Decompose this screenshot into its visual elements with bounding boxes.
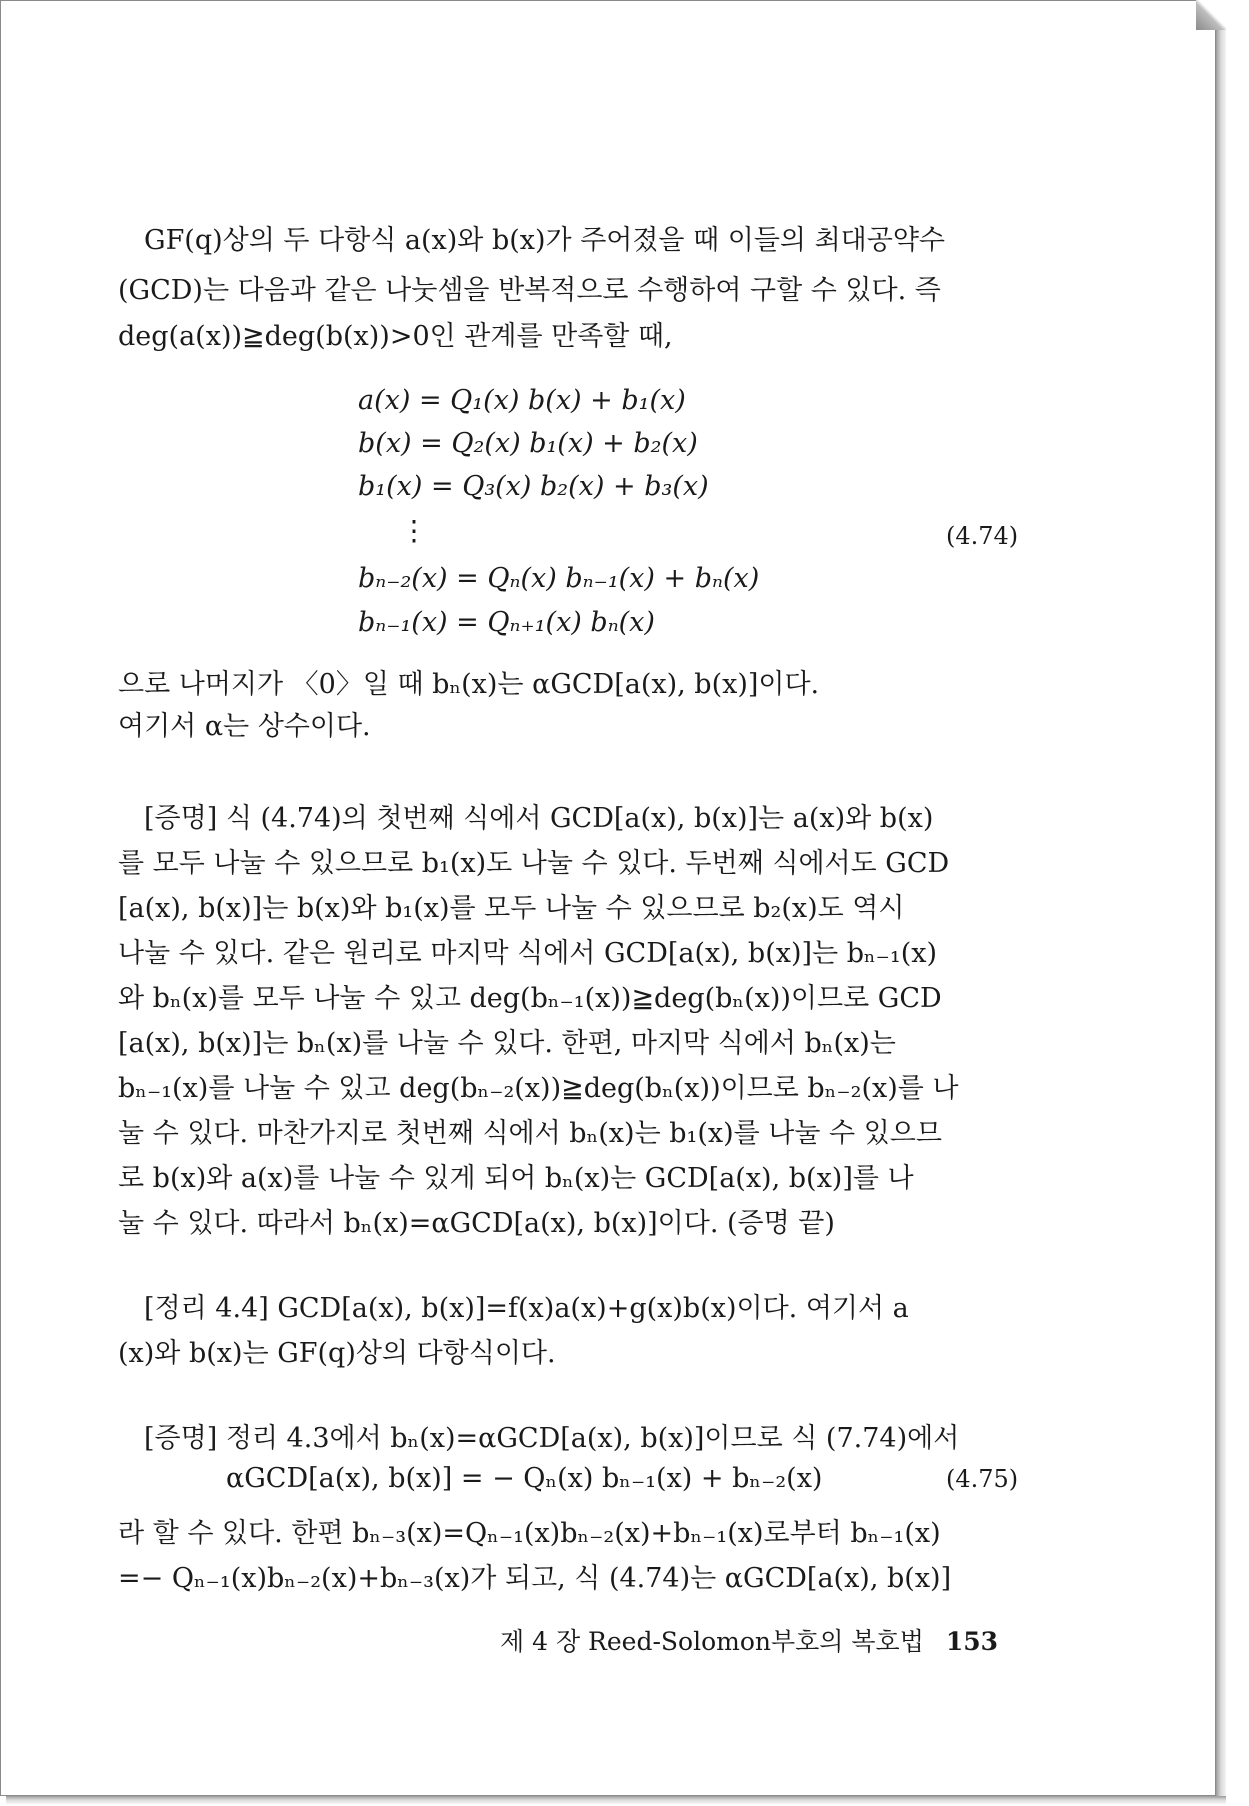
proof2-line-3: =− Qₙ₋₁(x)bₙ₋₂(x)+bₙ₋₃(x)가 되고, 식 (4.74)는 αGCD[a(x), b(x)] [118, 1563, 952, 1594]
equation-3: b₁(x) = Q₃(x) b₂(x) + b₃(x) [358, 471, 709, 502]
page-number: 153 [945, 1627, 999, 1656]
paragraph1-line-1: GF(q)상의 두 다항식 a(x)와 b(x)가 주어졌을 때 이들의 최대공약수 [144, 225, 946, 256]
proof1-line-7: bₙ₋₁(x)를 나눌 수 있고 deg(bₙ₋₂(x))≧deg(bₙ(x))이므로 bₙ₋₂(x)를 나 [118, 1073, 959, 1104]
proof1-line-5: 와 bₙ(x)를 모두 나눌 수 있고 deg(bₙ₋₁(x))≧deg(bₙ(x))이므로 GCD [118, 983, 942, 1014]
equation-1: a(x) = Q₁(x) b(x) + b₁(x) [358, 385, 686, 416]
paragraph1-line-3: deg(a(x))≧deg(b(x))>0인 관계를 만족할 때, [118, 321, 673, 352]
theorem-line-1: [정리 4.4] GCD[a(x), b(x)]=f(x)a(x)+g(x)b(x)이다. 여기서 a [144, 1293, 909, 1324]
paragraph2-line-1: 으로 나머지가 〈0〉일 때 bₙ(x)는 αGCD[a(x), b(x)]이다. [118, 669, 820, 700]
proof1-line-6: [a(x), b(x)]는 bₙ(x)를 나눌 수 있다. 한편, 마지막 식에서 bₙ(x)는 [118, 1028, 896, 1059]
equation-4: bₙ₋₂(x) = Qₙ(x) bₙ₋₁(x) + bₙ(x) [358, 563, 760, 594]
vertical-ellipsis: ⋮ [400, 514, 428, 547]
proof1-line-8: 눌 수 있다. 마찬가지로 첫번째 식에서 bₙ(x)는 b₁(x)를 나눌 수 있으므 [118, 1118, 942, 1149]
proof2-line-1: [증명] 정리 4.3에서 bₙ(x)=αGCD[a(x), b(x)]이므로 식 (7.74)에서 [144, 1423, 960, 1454]
chapter-title: 제 4 장 Reed-Solomon부호의 복호법 [500, 1627, 924, 1656]
equation-number-4-74: (4.74) [946, 522, 1019, 550]
equation-number-4-75: (4.75) [946, 1465, 1019, 1493]
equation-2: b(x) = Q₂(x) b₁(x) + b₂(x) [358, 428, 698, 459]
equation-5: bₙ₋₁(x) = Qₙ₊₁(x) bₙ(x) [358, 607, 655, 638]
theorem-line-2: (x)와 b(x)는 GF(q)상의 다항식이다. [118, 1338, 556, 1369]
proof1-line-1: [증명] 식 (4.74)의 첫번째 식에서 GCD[a(x), b(x)]는 a(x)와 b(x) [144, 803, 934, 834]
equation-4-75: αGCD[a(x), b(x)] = − Qₙ(x) bₙ₋₁(x) + bₙ₋₂(x) [226, 1463, 823, 1494]
page-shadow-right [1216, 6, 1226, 1800]
page-footer [500, 1623, 998, 1661]
proof1-line-10: 눌 수 있다. 따라서 bₙ(x)=αGCD[a(x), b(x)]이다. (증명 끝) [118, 1208, 835, 1239]
proof2-line-2: 라 할 수 있다. 한편 bₙ₋₃(x)=Qₙ₋₁(x)bₙ₋₂(x)+bₙ₋₁(x)로부터 bₙ₋₁(x) [118, 1518, 941, 1549]
proof1-line-2: 를 모두 나눌 수 있으므로 b₁(x)도 나눌 수 있다. 두번째 식에서도 GCD [118, 848, 950, 879]
proof1-line-9: 로 b(x)와 a(x)를 나눌 수 있게 되어 bₙ(x)는 GCD[a(x), b(x)]를 나 [118, 1163, 914, 1194]
proof1-line-3: [a(x), b(x)]는 b(x)와 b₁(x)를 모두 나눌 수 있으므로 b₂(x)도 역시 [118, 893, 905, 924]
paragraph2-line-2: 여기서 α는 상수이다. [118, 711, 371, 742]
proof1-line-4: 나눌 수 있다. 같은 원리로 마지막 식에서 GCD[a(x), b(x)]는 bₙ₋₁(x) [118, 938, 938, 969]
paragraph1-line-2: (GCD)는 다음과 같은 나눗셈을 반복적으로 수행하여 구할 수 있다. 즉 [118, 275, 941, 306]
page-shadow-bottom [6, 1796, 1226, 1804]
